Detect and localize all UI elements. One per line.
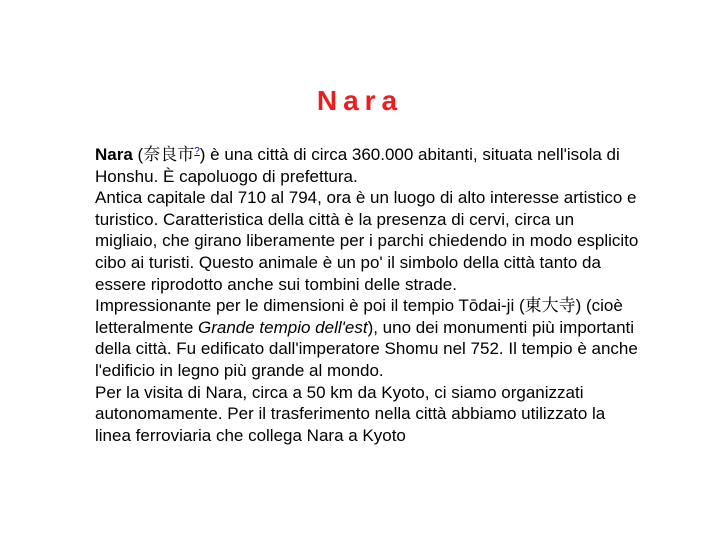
- temple-paragraph: [95, 295, 640, 381]
- city-name: Nara: [95, 145, 133, 164]
- intro-text: ) è una città di circa 360.000 abitanti, situata nell'isola di Honshu. È capoluogo di prefettura.: [95, 145, 620, 186]
- intro-open-paren: (: [132, 145, 144, 164]
- article-body: [95, 144, 640, 446]
- visit-paragraph: Per la visita di Nara, circa a 50 km da Kyoto, ci siamo organizzati autonomamente. Per il trasferimento nella città abbiamo utilizzato la linea ferroviaria che collega Nara a Kyoto: [95, 382, 606, 445]
- footnote-link[interactable]: ?: [194, 146, 200, 157]
- kanji-name: 奈良市: [143, 145, 195, 164]
- temple-text-after: ), uno dei monumenti più importanti della città. Fu edificato dall'imperatore Shomu nel 752. Il tempio è anche l'edificio in legno più grande al mondo.: [95, 317, 638, 380]
- history-paragraph: Antica capitale dal 710 al 794, ora è un luogo di alto interesse artistico e turistico. Caratteristica della città è la presenza di cervi, circa un migliaio, che girano liberamente per i parchi chiedendo in modo esplicito cibo ai turisti. Questo animale è un po' il simbolo della città tanto da essere riprodotto anche sui tombini delle strade.: [95, 188, 639, 294]
- temple-text-before: Impressionante per le dimensioni è poi il tempio Tōdai-ji (東大寺) (cioè letteralmente: [95, 296, 623, 337]
- page-title: Nara: [316, 85, 404, 116]
- temple-translation: Grande tempio dell'est: [198, 317, 368, 337]
- intro-paragraph: [95, 144, 640, 187]
